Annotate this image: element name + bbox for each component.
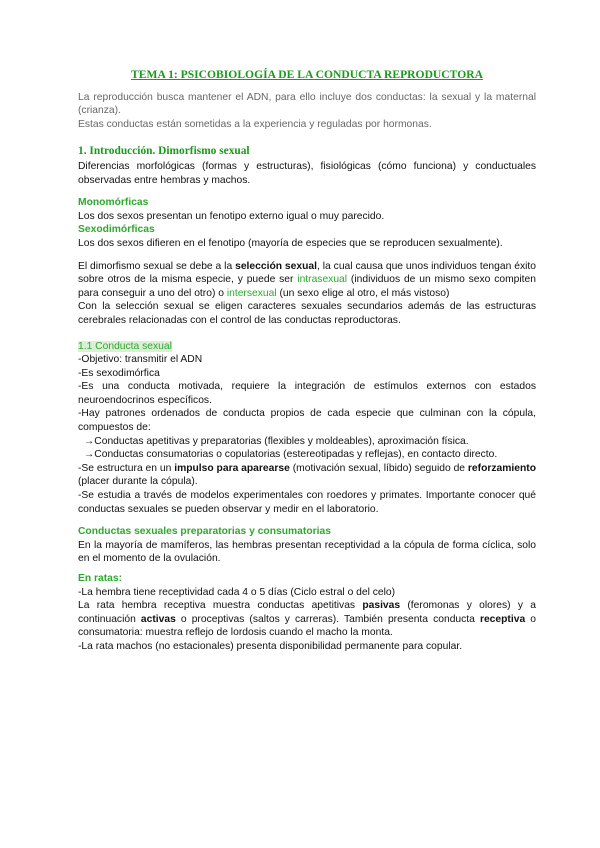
subheading-monomorficas: Monomórficas (78, 197, 149, 209)
intro-paragraph-2: Estas conductas están sometidas a la experiencia y reguladas por hormonas. (78, 118, 432, 130)
document-title: TEMA 1: PSICOBIOLOGÍA DE LA CONDUCTA REPRODUCTORA (131, 68, 483, 81)
subheading-preparatorias: Conductas sexuales preparatorias y consumatorias (78, 526, 331, 538)
estudia-line: -Se estudia a través de modelos experimentales con roedores y primates. Importante conocer qué conductas sexuales se pueden observar y medir en el laboratorio. (78, 490, 536, 515)
document-content (78, 68, 536, 654)
section-heading-intro: 1. Introducción. Dimorfismo sexual (78, 145, 250, 158)
subheading-sexodimorficas: Sexodimórficas (78, 224, 155, 236)
term-seleccion-sexual: selección sexual (235, 260, 317, 272)
term-intersexual: intersexual (226, 287, 277, 299)
preparatorias-text: En la mayoría de mamíferos, las hembras presentan receptividad a la cópula de forma cíclica, solo en el momento de la ovulación. (78, 539, 536, 565)
monomorficas-text: Los dos sexos presentan un fenotipo externo igual o muy parecido. (78, 210, 385, 222)
section-heading-conducta-sexual: 1.1 Conducta sexual (78, 340, 172, 352)
term-intrasexual: intrasexual (297, 274, 348, 286)
apetitivas-line: →Conductas apetitivas y preparatorias (flexibles y moldeables), aproximación física. (84, 435, 469, 447)
sexodimorfica-line: -Es sexodimórfica (78, 367, 160, 379)
objetivo-line: -Objetivo: transmitir el ADN (78, 354, 203, 366)
patrones-line: -Hay patrones ordenados de conducta propios de cada especie que culminan con la cópula, compuestos de: (78, 408, 536, 434)
ratas-line-2: La rata hembra receptiva muestra conductas apetitivas pasivas (feromonas y olores) y a continuación activas o proceptivas (saltos y carreras). También presenta conducta receptiva o consumatoria: muestra reflejo de lordosis cuando el macho la monta. (78, 600, 536, 639)
seleccion-paragraph: Con la selección sexual se eligen caracteres sexuales secundarios además de las estructuras cerebrales relacionadas con el control de las conductas reproductoras. (78, 301, 536, 326)
dimorfismo-definition: Diferencias morfológicas (formas y estructuras), fisiológicas (cómo funciona) y conductuales observadas entre hembras y machos. (78, 160, 536, 186)
ratas-line-1: -La hembra tiene receptividad cada 4 o 5 días (Ciclo estral o del celo) (78, 586, 396, 598)
dimorfismo-paragraph: El dimorfismo sexual se debe a la selección sexual, la cual causa que unos individuos tengan éxito sobre otros de la misma especie, y puede ser intrasexual (individuos de un mismo sexo compiten para conseguir a uno del otro) o intersexual (un sexo elige al otro, el más vistoso) (78, 260, 536, 299)
ratas-line-3: -La rata machos (no estacionales) presenta disponibilidad permanente para copular. (78, 640, 463, 652)
sexodimorficas-text: Los dos sexos difieren en el fenotipo (mayoría de especies que se reproducen sexualmente). (78, 237, 503, 249)
intro-paragraph: La reproducción busca mantener el ADN, para ello incluye dos conductas: la sexual y la maternal (crianza). (78, 91, 536, 117)
subheading-ratas: En ratas: (78, 573, 123, 584)
motivada-line: -Es una conducta motivada, requiere la integración de estímulos externos con estados neuroendocrinos específicos. (78, 381, 536, 406)
estructura-line: -Se estructura en un impulso para aparearse (motivación sexual, líbido) seguido de reforzamiento (placer durante la cópula). (78, 462, 537, 488)
consumatorias-line: →Conductas consumatorias o copulatorias (estereotipadas y reflejas), en contacto directo. (84, 449, 498, 461)
